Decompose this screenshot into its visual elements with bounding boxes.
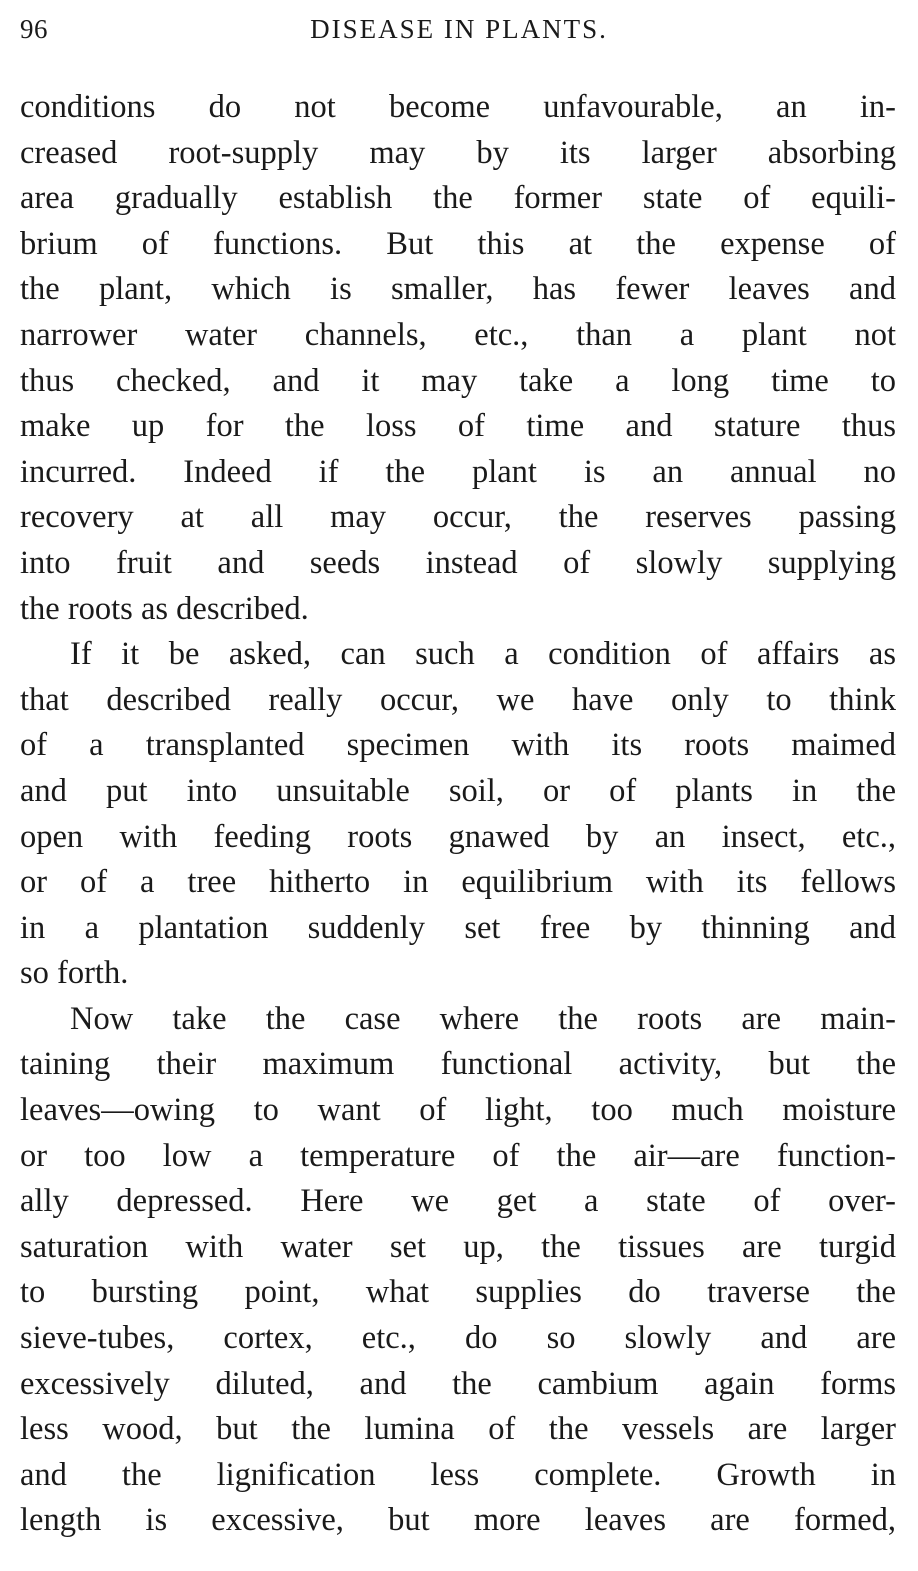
text-line: that described really occur, we have only to think — [20, 681, 896, 718]
text-line: sieve-tubes, cortex, etc., do so slowly and are — [20, 1320, 896, 1357]
running-title: DISEASE IN PLANTS. — [310, 14, 608, 44]
text-line: and put into unsuitable soil, or of plants in the — [20, 772, 896, 809]
text-line: incurred. Indeed if the plant is an annual no — [20, 453, 896, 490]
text-line: so forth. — [20, 955, 129, 992]
text-line: length is excessive, but more leaves are formed, — [20, 1502, 896, 1539]
paragraph-1 — [20, 85, 896, 632]
text-line: open with feeding roots gnawed by an insect, etc., — [20, 818, 896, 855]
running-head — [20, 14, 898, 54]
text-line: Now take the case where the roots are main- — [70, 1000, 896, 1037]
text-line: recovery at all may occur, the reserves passing — [20, 499, 896, 536]
text-line: the roots as described. — [20, 590, 309, 627]
text-line: taining their maximum functional activity, but the — [20, 1046, 896, 1083]
text-line: If it be asked, can such a condition of affairs as — [70, 636, 896, 673]
text-line: brium of functions. But this at the expense of — [20, 225, 896, 262]
text-line: area gradually establish the former state of equili- — [20, 180, 896, 217]
text-line: of a transplanted specimen with its roots maimed — [20, 727, 896, 764]
text-line: excessively diluted, and the cambium again forms — [20, 1365, 896, 1402]
text-line: ally depressed. Here we get a state of over- — [20, 1183, 896, 1220]
paragraph-3 — [20, 997, 896, 1544]
text-line: less wood, but the lumina of the vessels are larger — [20, 1411, 896, 1448]
text-line: the plant, which is smaller, has fewer leaves and — [20, 271, 896, 308]
text-line: in a plantation suddenly set free by thinning and — [20, 909, 896, 946]
text-line: saturation with water set up, the tissues are turgid — [20, 1228, 896, 1265]
text-line: or too low a temperature of the air—are function- — [20, 1137, 896, 1174]
body-text — [20, 85, 896, 1544]
paragraph-2 — [20, 632, 896, 997]
text-line: into fruit and seeds instead of slowly supplying — [20, 544, 896, 581]
text-line: conditions do not become unfavourable, an in- — [20, 89, 896, 125]
text-line: to bursting point, what supplies do traverse the — [20, 1274, 896, 1311]
text-line: leaves—owing to want of light, too much moisture — [20, 1092, 896, 1129]
text-line: narrower water channels, etc., than a plant not — [20, 316, 896, 353]
text-line: creased root-supply may by its larger absorbing — [20, 134, 896, 171]
text-line: make up for the loss of time and stature thus — [20, 408, 896, 445]
text-line: and the lignification less complete. Growth in — [20, 1456, 896, 1493]
page-number: 96 — [20, 14, 48, 44]
text-line: or of a tree hitherto in equilibrium with its fellows — [20, 864, 896, 901]
text-line: thus checked, and it may take a long time to — [20, 362, 896, 399]
